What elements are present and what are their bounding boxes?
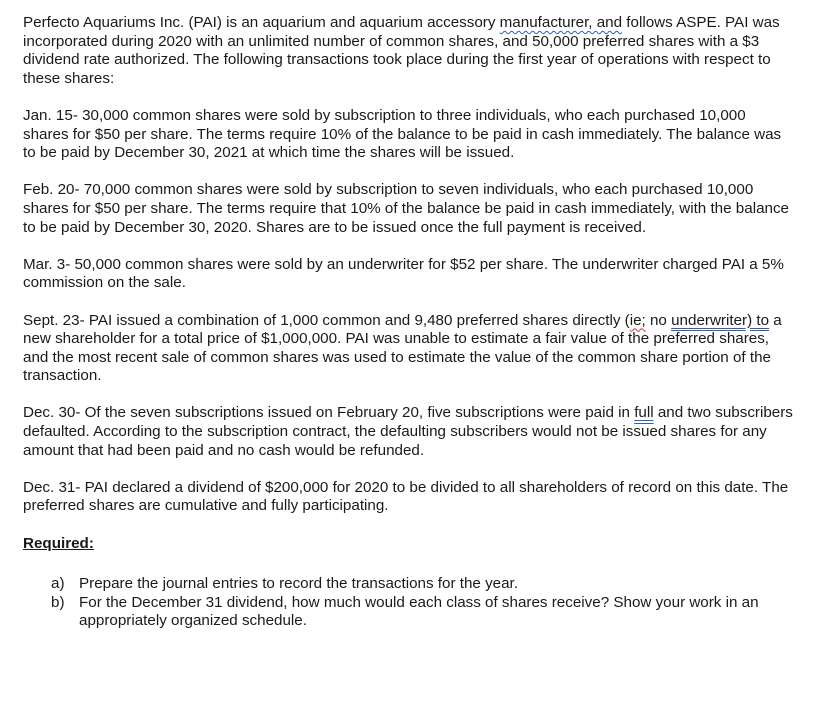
sept-grammar-flag: underwriter) to [671, 311, 770, 329]
document-body [23, 14, 793, 631]
intro-paragraph [23, 14, 793, 88]
transaction-dec30 [23, 404, 793, 460]
sept-text-1: Sept. 23- PAI issued a combination of 1,000 common and 9,480 preferred shares directly ( [23, 311, 630, 329]
list-marker: b) [51, 593, 65, 611]
dec30-text-2: and two subscribers defaulted. According to the subscription contract, the defaulting subscribers would not be issued shares for any amount that had been paid and no cash would be refunded. [23, 404, 793, 459]
intro-text-1: Perfecto Aquariums Inc. (PAI) is an aquarium and aquarium accessory [23, 14, 500, 31]
list-item-text: Prepare the journal entries to record the transactions for the year. [79, 575, 518, 593]
transaction-sept [23, 312, 793, 386]
required-heading: Required: [23, 534, 94, 552]
required-list [23, 575, 793, 631]
intro-text-2: follows ASPE. PAI was incorporated during 2020 with an unlimited number of common shares, and 50,000 preferred shares with a $3 dividend rate authorized. The following transactions took place during the first year of operations with respect to these shares: [23, 14, 780, 87]
transaction-dec31: Dec. 31- PAI declared a dividend of $200,000 for 2020 to be divided to all shareholders of record on this date. The preferred shares are cumulative and fully participating. [23, 478, 789, 515]
sept-text-3: a new shareholder for a total price of $1,000,000. PAI was unable to estimate a fair value of the preferred shares, and the most recent sale of common shares was used to estimate the value of the common share portion of the transaction. [23, 311, 782, 385]
list-item [23, 575, 793, 594]
dec30-text-1: Dec. 30- Of the seven subscriptions issued on February 20, five subscriptions were paid in [23, 404, 635, 422]
sept-spelling-flag: ie; [629, 311, 646, 329]
list-item-text: For the December 31 dividend, how much would each class of shares receive? Show your work in an appropriately organized schedule. [79, 593, 759, 630]
intro-grammar-flag: manufacturer, and [499, 14, 623, 31]
transaction-jan: Jan. 15- 30,000 common shares were sold by subscription to three individuals, who each purchased 10,000 shares for $50 per share. The terms require 10% of the balance to be paid in cash immediately. The balance was to be paid by December 30, 2021 at which time the shares will be issued. [23, 106, 782, 162]
transaction-mar: Mar. 3- 50,000 common shares were sold by an underwriter for $52 per share. The underwriter charged PAI a 5% commission on the sale. [23, 255, 784, 292]
transaction-feb: Feb. 20- 70,000 common shares were sold by subscription to seven individuals, who each purchased 10,000 shares for $50 per share. The terms require that 10% of the balance be paid in cash immediately, with the balance to be paid by December 30, 2020. Shares are to be issued once the full payment is received. [23, 181, 789, 236]
sept-text-2: no [645, 311, 672, 329]
dec30-grammar-flag: full [634, 404, 654, 422]
list-item [23, 594, 793, 631]
list-marker: a) [51, 575, 65, 593]
